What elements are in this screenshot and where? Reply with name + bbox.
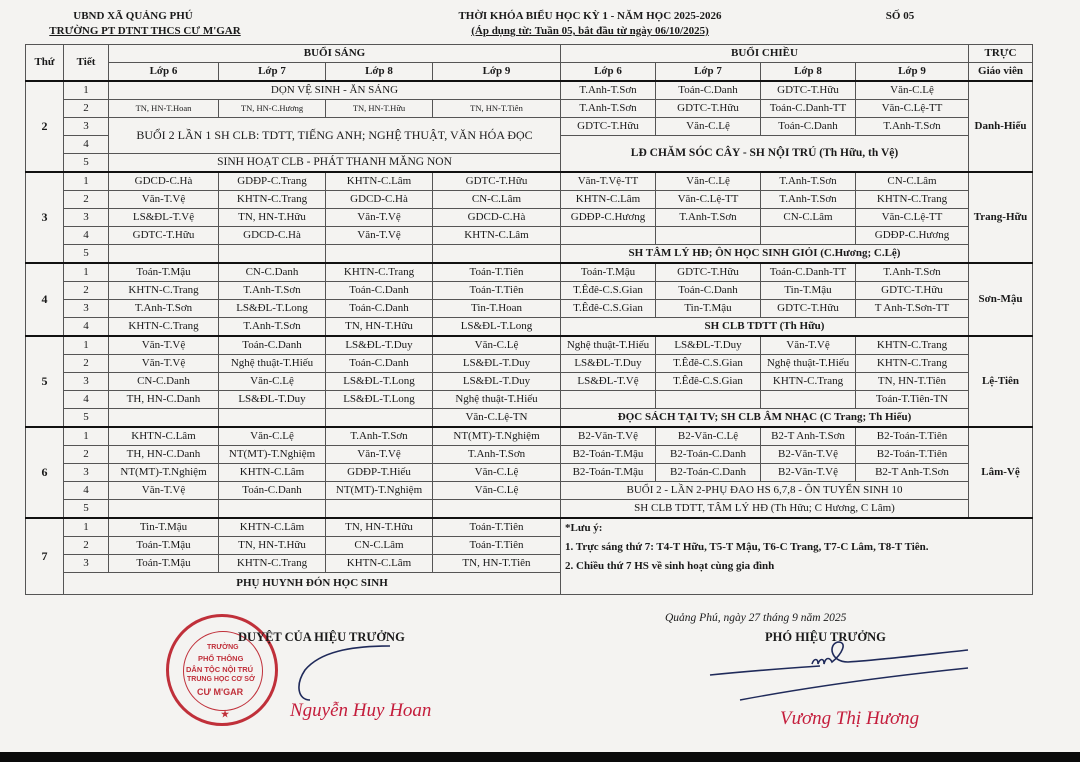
- day-label: 6: [26, 427, 64, 518]
- period-number: 1: [64, 172, 109, 191]
- cell: T.Anh-T.Sơn: [219, 282, 326, 300]
- cell: Văn-T.Vệ-TT: [561, 172, 656, 191]
- cell: TN, HN-C.Hương: [219, 100, 326, 118]
- vice-principal-signature-stroke: [700, 640, 980, 710]
- afternoon-merged-cell: SH CLB TDTT (Th Hữu): [561, 318, 969, 337]
- cell: Toán-T.Tiên: [433, 263, 561, 282]
- cell: TN, HN-T.Hữu: [326, 100, 433, 118]
- cell: GDCD-C.Hà: [109, 172, 219, 191]
- cell: Toán-C.Danh: [326, 300, 433, 318]
- afternoon-merged-cell: ĐỌC SÁCH TẠI TV; SH CLB ÂM NHẠC (C Trang; Th Hiếu): [561, 409, 969, 428]
- period-number: 4: [64, 391, 109, 409]
- header-thu: Thứ: [26, 45, 64, 82]
- cell: LS&ĐL-T.Vệ: [109, 209, 219, 227]
- cell: B2-Toán-T.Tiên: [856, 427, 969, 446]
- cell: [433, 500, 561, 519]
- cell: Văn-C.Lệ: [856, 81, 969, 100]
- cell: CN-C.Danh: [109, 373, 219, 391]
- period-number: 5: [64, 154, 109, 173]
- cell: Toán-T.Mậu: [109, 263, 219, 282]
- principal-name: Nguyễn Huy Hoan: [290, 700, 432, 721]
- cell: Văn-C.Lệ: [433, 464, 561, 482]
- cell: B2-Văn-T.Vệ: [561, 427, 656, 446]
- cell: Văn-C.Lệ: [219, 373, 326, 391]
- cell: KHTN-C.Trang: [856, 191, 969, 209]
- cell: T.Anh-T.Sơn: [219, 318, 326, 337]
- cell: Văn-C.Lệ: [219, 427, 326, 446]
- duty-teachers: Sơn-Mậu: [969, 263, 1033, 336]
- cell: TN, HN-T.Tiên: [433, 100, 561, 118]
- period-number: 3: [64, 555, 109, 573]
- bottom-edge: [0, 752, 1080, 762]
- cell: Toán-T.Tiên: [433, 282, 561, 300]
- duty-teachers: Trang-Hữu: [969, 172, 1033, 263]
- afternoon-merged-cell: BUỔI 2 - LẦN 2-PHỤ ĐAO HS 6,7,8 - ÔN TUYỂN SINH 10: [561, 482, 969, 500]
- cell: LS&ĐL-T.Duy: [433, 373, 561, 391]
- document-number: SỐ 05: [885, 10, 915, 22]
- cell: KHTN-C.Lâm: [326, 555, 433, 573]
- cell: T Anh-T.Sơn-TT: [856, 300, 969, 318]
- cell: LS&ĐL-T.Long: [326, 373, 433, 391]
- cell: Văn-C.Lệ-TT: [656, 191, 761, 209]
- cell: [109, 245, 219, 264]
- cell: Văn-T.Vệ: [761, 336, 856, 355]
- period-number: 1: [64, 263, 109, 282]
- period-number: 3: [64, 373, 109, 391]
- cell: TH, HN-C.Danh: [109, 391, 219, 409]
- cell: Văn-T.Vệ: [109, 355, 219, 373]
- cell: [219, 245, 326, 264]
- vice-principal-title: PHÓ HIỆU TRƯỞNG: [765, 630, 886, 644]
- day-label: 3: [26, 172, 64, 263]
- cell: Toán-C.Danh: [656, 282, 761, 300]
- cell: B2-Toán-C.Danh: [656, 446, 761, 464]
- period-number: 1: [64, 336, 109, 355]
- cell: [109, 500, 219, 519]
- day-label: 4: [26, 263, 64, 336]
- cell: KHTN-C.Trang: [856, 355, 969, 373]
- cell: KHTN-C.Lâm: [433, 227, 561, 245]
- cell: Văn-T.Vệ: [109, 336, 219, 355]
- cell: CN-C.Danh: [219, 263, 326, 282]
- cell: GDĐP-C.Hương: [561, 209, 656, 227]
- period-number: 1: [64, 427, 109, 446]
- period-number: 1: [64, 518, 109, 537]
- cell: KHTN-C.Lâm: [219, 518, 326, 537]
- cell: CN-C.Lâm: [326, 537, 433, 555]
- cell: T.Anh-T.Sơn: [656, 209, 761, 227]
- cell: LS&ĐL-T.Duy: [656, 336, 761, 355]
- cell: Văn-C.Lệ: [656, 118, 761, 136]
- cell: LS&ĐL-T.Duy: [561, 355, 656, 373]
- cell: KHTN-C.Lâm: [219, 464, 326, 482]
- header-class-8-pm: Lớp 8: [761, 63, 856, 82]
- period-number: 5: [64, 245, 109, 264]
- header-class-9-am: Lớp 9: [433, 63, 561, 82]
- notes-line-2: 2. Chiều thứ 7 HS về sinh hoạt cùng gia đình: [565, 560, 775, 572]
- header-tiet: Tiết: [64, 45, 109, 82]
- cell: Toán-C.Danh: [219, 336, 326, 355]
- morning-merged-cell: PHỤ HUYNH ĐÓN HỌC SINH: [64, 573, 561, 595]
- duty-teachers: Lâm-Vệ: [969, 427, 1033, 518]
- cell: Toán-T.Tiên: [433, 518, 561, 537]
- cell: Toán-C.Danh: [219, 482, 326, 500]
- stamp-star-icon: ★: [221, 709, 230, 719]
- cell: [219, 409, 326, 428]
- notes-title: *Lưu ý:: [565, 522, 603, 534]
- cell: B2-Văn-T.Vệ: [761, 464, 856, 482]
- header-morning: BUỔI SÁNG: [109, 45, 561, 63]
- cell: NT(MT)-T.Nghiệm: [326, 482, 433, 500]
- stamp-line-1: TRƯỜNG: [207, 644, 239, 651]
- cell: Văn-T.Vệ: [109, 191, 219, 209]
- duty-teachers: Danh-Hiếu: [969, 81, 1033, 172]
- period-number: 3: [64, 464, 109, 482]
- cell: Văn-T.Vệ: [326, 227, 433, 245]
- document-subtitle: (Áp dụng từ: Tuần 05, bắt đầu từ ngày 06/10/2025): [471, 25, 709, 37]
- cell: Toán-C.Danh: [761, 118, 856, 136]
- cell: GDTC-T.Hữu: [433, 172, 561, 191]
- cell: T.Anh-T.Sơn: [326, 427, 433, 446]
- header-duty-teacher: Giáo viên: [969, 63, 1033, 82]
- cell: Văn-T.Vệ: [326, 209, 433, 227]
- cell: [219, 500, 326, 519]
- cell: [109, 409, 219, 428]
- cell: TN, HN-T.Hữu: [219, 209, 326, 227]
- header-afternoon: BUỔI CHIỀU: [561, 45, 969, 63]
- cell: Văn-C.Lệ-TT: [856, 209, 969, 227]
- org-line-1: UBND XÃ QUẢNG PHÚ: [73, 10, 193, 22]
- cell: [561, 391, 656, 409]
- header-class-7-am: Lớp 7: [219, 63, 326, 82]
- cell: T.Êđê-C.S.Gian: [656, 373, 761, 391]
- cell: Toán-C.Danh: [326, 282, 433, 300]
- cell: Toán-C.Danh: [326, 355, 433, 373]
- cell: B2-Văn-C.Lệ: [656, 427, 761, 446]
- stamp-line-2: PHỔ THÔNG: [198, 654, 244, 663]
- cell: T.Anh-T.Sơn: [856, 118, 969, 136]
- cell: KHTN-C.Trang: [109, 318, 219, 337]
- cell: CN-C.Lâm: [433, 191, 561, 209]
- period-number: 3: [64, 300, 109, 318]
- notes-cell: [561, 518, 1033, 595]
- stamp-line-4: TRUNG HỌC CƠ SỞ: [187, 676, 255, 683]
- cell: GDTC-T.Hữu: [761, 300, 856, 318]
- cell: GDCD-C.Hà: [326, 191, 433, 209]
- cell: KHTN-C.Trang: [219, 191, 326, 209]
- cell: CN-C.Lâm: [761, 209, 856, 227]
- header-class-6-pm: Lớp 6: [561, 63, 656, 82]
- cell: Văn-C.Lệ: [433, 336, 561, 355]
- cell: GDTC-T.Hữu: [761, 81, 856, 100]
- cell: LS&ĐL-T.Long: [219, 300, 326, 318]
- period-number: 5: [64, 409, 109, 428]
- cell: KHTN-C.Trang: [326, 263, 433, 282]
- cell: B2-Toán-T.Mậu: [561, 446, 656, 464]
- cell: TN, HN-T.Tiên: [856, 373, 969, 391]
- period-number: 4: [64, 318, 109, 337]
- cell: T.Êđê-C.S.Gian: [656, 355, 761, 373]
- date-line: Quảng Phú, ngày 27 tháng 9 năm 2025: [665, 612, 847, 624]
- cell: T.Anh-T.Sơn: [561, 100, 656, 118]
- cell: Toán-T.Tiên: [433, 537, 561, 555]
- stamp-line-5: CƯ M'GAR: [197, 687, 244, 697]
- cell: [326, 409, 433, 428]
- cell: GDTC-T.Hữu: [656, 100, 761, 118]
- cell: [761, 227, 856, 245]
- period-number: 5: [64, 500, 109, 519]
- cell: Toán-T.Mậu: [109, 537, 219, 555]
- stamp-line-3: DÂN TỘC NỘI TRÚ: [186, 665, 254, 674]
- cell: Văn-C.Lệ: [656, 172, 761, 191]
- afternoon-merged-cell: LĐ CHĂM SÓC CÂY - SH NỘI TRÚ (Th Hữu, th Vệ): [561, 136, 969, 173]
- cell: GDĐP-C.Trang: [219, 172, 326, 191]
- header-class-9-pm: Lớp 9: [856, 63, 969, 82]
- period-number: 2: [64, 100, 109, 118]
- vice-principal-name: Vương Thị Hương: [780, 708, 920, 729]
- cell: [326, 500, 433, 519]
- cell: KHTN-C.Trang: [856, 336, 969, 355]
- cell: Toán-T.Mậu: [561, 263, 656, 282]
- cell: Văn-C.Lệ-TT: [856, 100, 969, 118]
- cell: Toán-C.Danh-TT: [761, 100, 856, 118]
- cell: TN, HN-T.Hữu: [326, 518, 433, 537]
- cell: Nghệ thuật-T.Hiếu: [219, 355, 326, 373]
- cell: GDĐP-C.Hương: [856, 227, 969, 245]
- cell: TN, HN-T.Hữu: [326, 318, 433, 337]
- cell: KHTN-C.Lâm: [326, 172, 433, 191]
- cell: B2-Văn-T.Vệ: [761, 446, 856, 464]
- period-number: 3: [64, 209, 109, 227]
- cell: T.Êđê-C.S.Gian: [561, 282, 656, 300]
- cell: Văn-T.Vệ: [109, 482, 219, 500]
- cell: T.Anh-T.Sơn: [561, 81, 656, 100]
- period-number: 2: [64, 537, 109, 555]
- cell: GDTC-T.Hữu: [856, 282, 969, 300]
- cell: [433, 245, 561, 264]
- period-number: 2: [64, 282, 109, 300]
- cell: Tin-T.Mậu: [656, 300, 761, 318]
- cell: Tin-T.Mậu: [109, 518, 219, 537]
- period-number: 4: [64, 227, 109, 245]
- cell: T.Êđê-C.S.Gian: [561, 300, 656, 318]
- cell: GDCD-C.Hà: [433, 209, 561, 227]
- cell: Văn-T.Vệ: [326, 446, 433, 464]
- afternoon-merged-cell: SH TÂM LÝ HĐ; ÔN HỌC SINH GIỎI (C.Hương; C.Lệ): [561, 245, 969, 264]
- cell: TH, HN-C.Danh: [109, 446, 219, 464]
- cell: T.Anh-T.Sơn: [761, 191, 856, 209]
- cell: LS&ĐL-T.Duy: [326, 336, 433, 355]
- cell: GDTC-T.Hữu: [656, 263, 761, 282]
- timetable: [25, 44, 1033, 595]
- afternoon-merged-cell: SH CLB TDTT, TÂM LÝ HĐ (Th Hữu; C Hương, C Lâm): [561, 500, 969, 519]
- cell: Văn-C.Lệ: [433, 482, 561, 500]
- cell: [561, 227, 656, 245]
- cell: Nghệ thuật-T.Hiếu: [761, 355, 856, 373]
- header-class-6-am: Lớp 6: [109, 63, 219, 82]
- morning-merged-cell: BUỔI 2 LẦN 1 SH CLB: TDTT, TIẾNG ANH; NGHỆ THUẬT, VĂN HÓA ĐỌC: [109, 118, 561, 154]
- notes-line-1: 1. Trực sáng thứ 7: T4-T Hữu, T5-T Mậu, T6-C Trang, T7-C Lâm, T8-T Tiên.: [565, 541, 929, 553]
- day-label: 7: [26, 518, 64, 595]
- cell: GDTC-T.Hữu: [561, 118, 656, 136]
- cell: B2-T Anh-T.Sơn: [761, 427, 856, 446]
- cell: GDĐP-T.Hiếu: [326, 464, 433, 482]
- cell: B2-Toán-T.Mậu: [561, 464, 656, 482]
- cell: T.Anh-T.Sơn: [433, 446, 561, 464]
- cell: Tin-T.Mậu: [761, 282, 856, 300]
- cell: Văn-C.Lệ-TN: [433, 409, 561, 428]
- cell: KHTN-C.Trang: [219, 555, 326, 573]
- cell: Toán-T.Mậu: [109, 555, 219, 573]
- cell: TN, HN-T.Hữu: [219, 537, 326, 555]
- cell: LS&ĐL-T.Duy: [219, 391, 326, 409]
- cell: B2-Toán-T.Tiên: [856, 446, 969, 464]
- cell: T.Anh-T.Sơn: [109, 300, 219, 318]
- cell: Toán-T.Tiên-TN: [856, 391, 969, 409]
- cell: Tin-T.Hoan: [433, 300, 561, 318]
- cell: Nghệ thuật-T.Hiếu: [433, 391, 561, 409]
- cell: KHTN-C.Lâm: [109, 427, 219, 446]
- cell: NT(MT)-T.Nghiệm: [433, 427, 561, 446]
- cell: KHTN-C.Trang: [109, 282, 219, 300]
- header-duty: TRỰC: [969, 45, 1033, 63]
- duty-teachers: Lệ-Tiên: [969, 336, 1033, 427]
- cell: B2-Toán-C.Danh: [656, 464, 761, 482]
- principal-approval-title: DUYỆT CỦA HIỆU TRƯỞNG: [238, 630, 405, 644]
- cell: [656, 227, 761, 245]
- org-line-2: TRƯỜNG PT DTNT THCS CƯ M'GAR: [49, 25, 241, 37]
- cell: NT(MT)-T.Nghiệm: [109, 464, 219, 482]
- cell: [326, 245, 433, 264]
- period-number: 4: [64, 136, 109, 154]
- cell: KHTN-C.Trang: [761, 373, 856, 391]
- cell: T.Anh-T.Sơn: [856, 263, 969, 282]
- cell: LS&ĐL-T.Long: [433, 318, 561, 337]
- period-number: 2: [64, 355, 109, 373]
- cell: GDTC-T.Hữu: [109, 227, 219, 245]
- cell: LS&ĐL-T.Long: [326, 391, 433, 409]
- morning-merged-cell: DỌN VỆ SINH - ĂN SÁNG: [109, 81, 561, 100]
- period-number: 2: [64, 191, 109, 209]
- cell: [656, 391, 761, 409]
- document-title: THỜI KHÓA BIỂU HỌC KỲ 1 - NĂM HỌC 2025-2026: [458, 10, 722, 22]
- cell: T.Anh-T.Sơn: [761, 172, 856, 191]
- cell: TN, HN-T.Hoan: [109, 100, 219, 118]
- cell: [761, 391, 856, 409]
- cell: GDCD-C.Hà: [219, 227, 326, 245]
- cell: B2-T Anh-T.Sơn: [856, 464, 969, 482]
- period-number: 2: [64, 446, 109, 464]
- cell: NT(MT)-T.Nghiệm: [219, 446, 326, 464]
- header-class-8-am: Lớp 8: [326, 63, 433, 82]
- cell: Toán-C.Danh-TT: [761, 263, 856, 282]
- cell: CN-C.Lâm: [856, 172, 969, 191]
- day-label: 5: [26, 336, 64, 427]
- cell: KHTN-C.Lâm: [561, 191, 656, 209]
- period-number: 4: [64, 482, 109, 500]
- cell: LS&ĐL-T.Duy: [433, 355, 561, 373]
- cell: Nghệ thuật-T.Hiếu: [561, 336, 656, 355]
- header-class-7-pm: Lớp 7: [656, 63, 761, 82]
- cell: Toán-C.Danh: [656, 81, 761, 100]
- morning-merged-cell: SINH HOẠT CLB - PHÁT THANH MĂNG NON: [109, 154, 561, 173]
- period-number: 1: [64, 81, 109, 100]
- period-number: 3: [64, 118, 109, 136]
- cell: TN, HN-T.Tiên: [433, 555, 561, 573]
- cell: LS&ĐL-T.Vệ: [561, 373, 656, 391]
- day-label: 2: [26, 81, 64, 172]
